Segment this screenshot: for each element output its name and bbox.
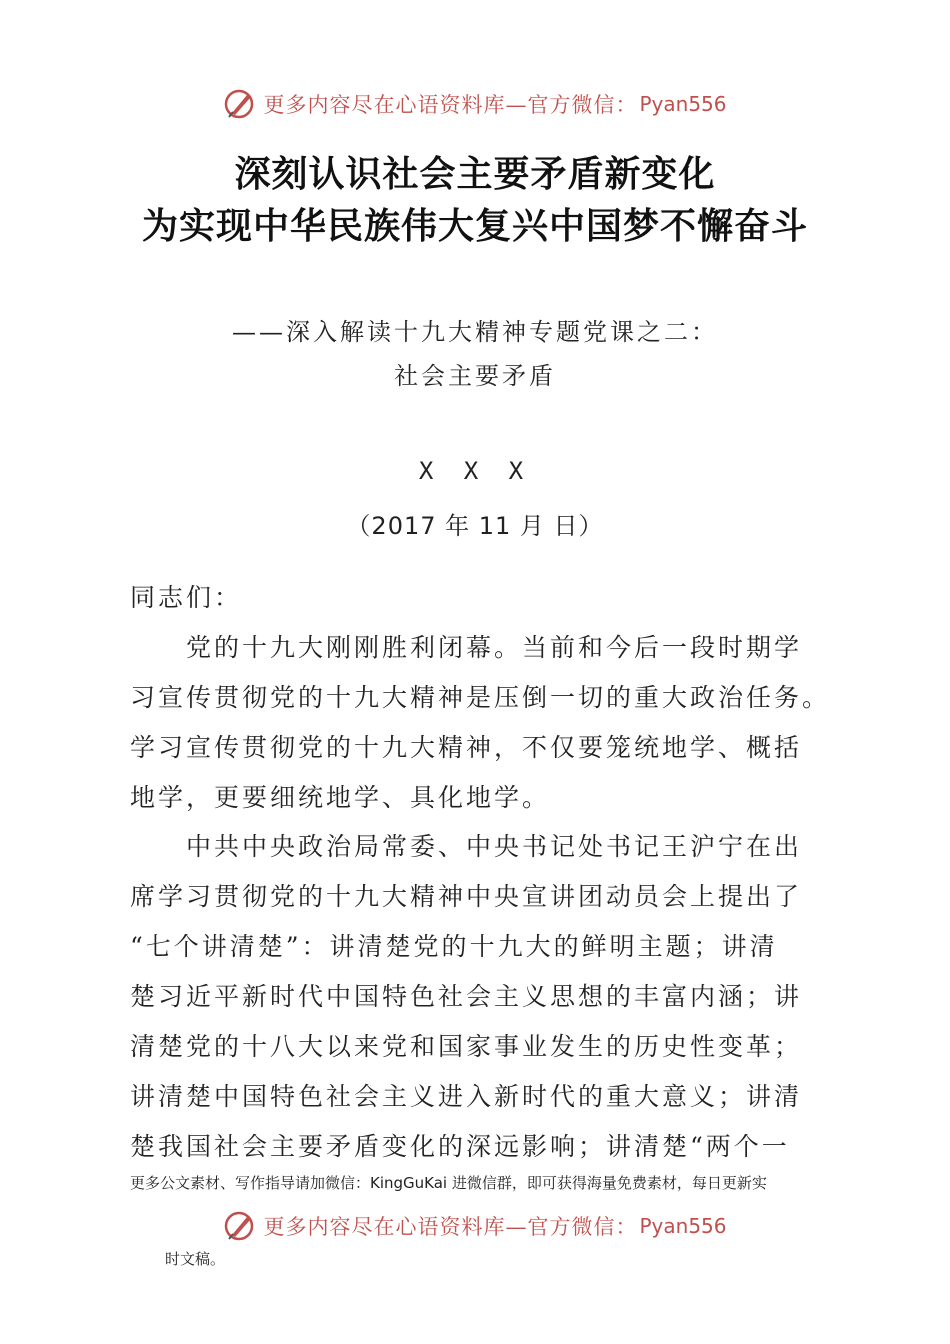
watermark-banner-top [0,84,950,124]
paragraph-line: 党的十九大刚刚胜利闭幕。当前和今后一段时期学 [130,633,803,662]
paragraph-line: 楚习近平新时代中国特色社会主义思想的丰富内涵；讲 [130,982,803,1011]
paragraph-2 [130,822,830,1172]
banner-wechat-id: Pyan556 [639,1214,727,1238]
author: X X X [418,457,532,485]
paragraph-line: 学习宣传贯彻党的十九大精神，不仅要笼统地学、概括 [130,733,803,762]
footer-note-continued: 时文稿。 [165,1250,226,1268]
paragraph-line: 中共中央政治局常委、中央书记处书记王沪宁在出 [130,832,803,861]
date: （2017 年 11 月 日） [346,512,604,540]
banner-text: 更多内容尽在心语资料库—官方微信： [263,93,638,117]
pen-logo-icon [223,1209,257,1243]
watermark-banner-bottom [0,1206,950,1246]
banner-wechat-id: Pyan556 [639,92,727,116]
paragraph-line: 地学，更要细统地学、具化地学。 [130,783,551,812]
footer-note: 更多公文素材、写作指导请加微信：KingGuKai 进微信群，即可获得海量免费素材，每日更新实 [130,1174,767,1192]
paragraph-line: 讲清楚中国特色社会主义进入新时代的重大意义；讲清 [130,1082,803,1111]
pen-logo-icon [223,87,257,121]
title-line-2: 为实现中华民族伟大复兴中国梦不懈奋斗 [141,206,808,247]
subtitle-line-2: 社会主要矛盾 [394,362,556,390]
greeting: 同志们： [130,583,243,612]
subtitle-line-1: ——深入解读十九大精神专题党课之二： [232,318,718,346]
banner-text: 更多内容尽在心语资料库—官方微信： [263,1215,638,1239]
paragraph-line: 席学习贯彻党的十九大精神中央宣讲团动员会上提出了 [130,882,803,911]
paragraph-line: 清楚党的十八大以来党和国家事业发生的历史性变革； [130,1032,803,1061]
paragraph-line: “七个讲清楚”：讲清楚党的十九大的鲜明主题；讲清 [130,932,778,961]
title-line-1: 深刻认识社会主要矛盾新变化 [234,154,716,195]
paragraph-line: 习宣传贯彻党的十九大精神是压倒一切的重大政治任务。 [130,683,831,712]
paragraph-1 [130,623,830,823]
paragraph-line: 楚我国社会主要矛盾变化的深远影响；讲清楚“两个一 [130,1132,790,1161]
